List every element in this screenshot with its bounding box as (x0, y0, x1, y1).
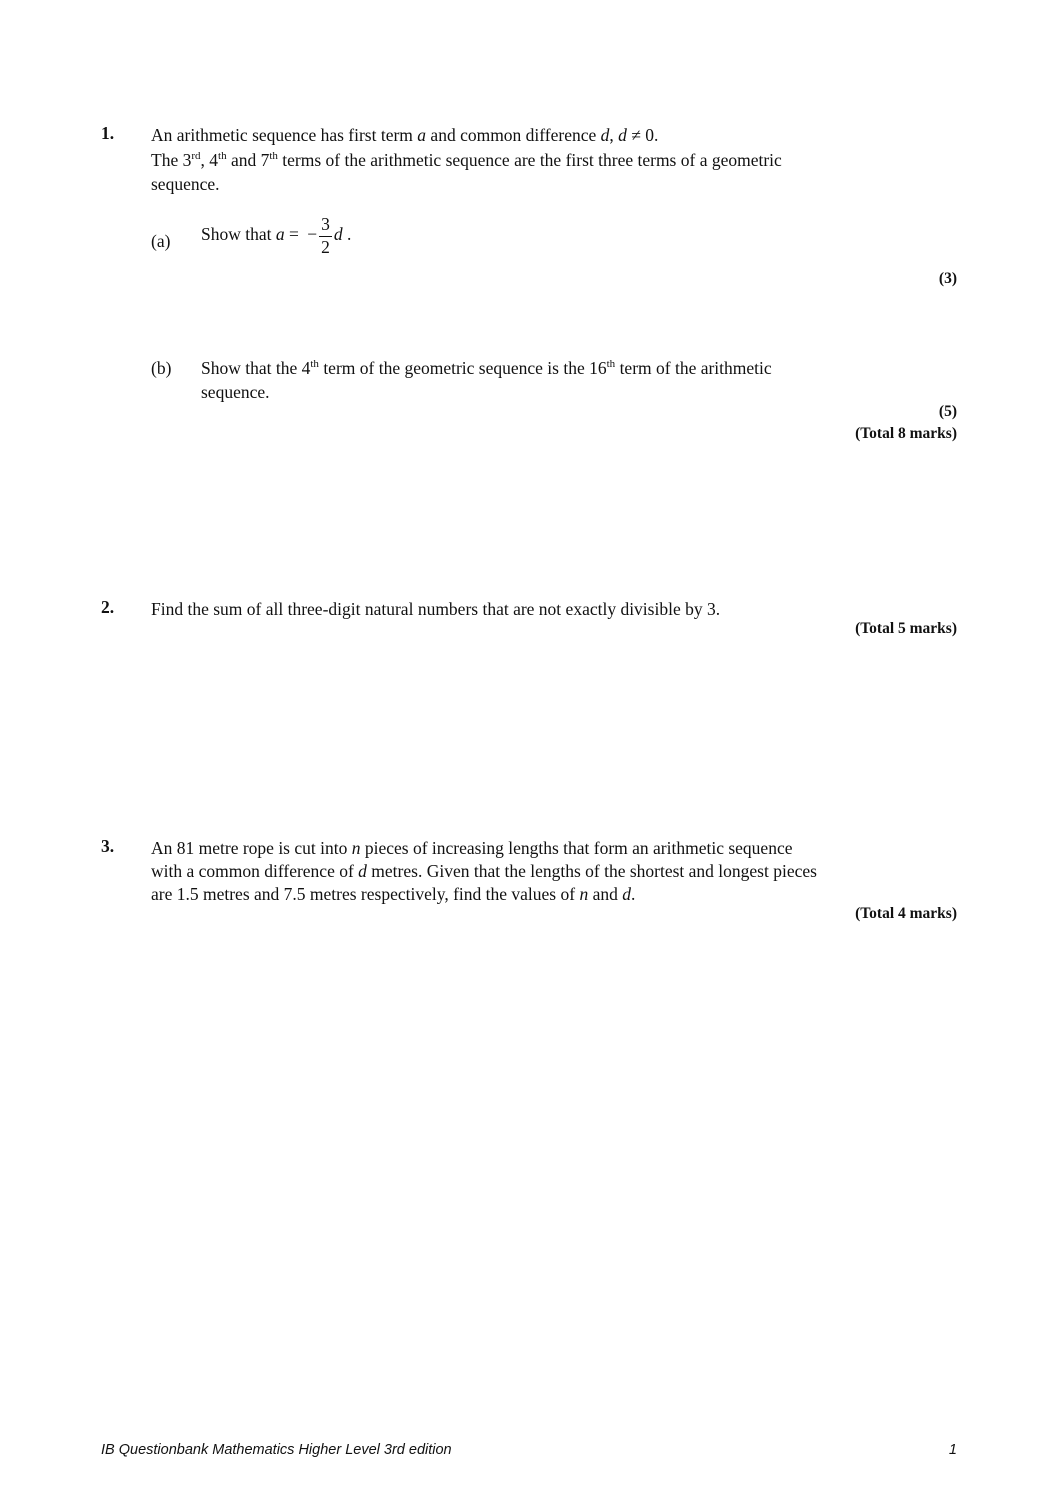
text: terms of the arithmetic sequence are the first three terms of a geometric (277, 150, 782, 170)
variable-a: a (417, 125, 427, 145)
text: metres. Given that the lengths of the shortest and longest pieces (366, 861, 817, 881)
question-3-line-1 (151, 836, 792, 860)
text: , (609, 125, 619, 145)
text: and (588, 884, 623, 904)
fraction-denominator: 2 (321, 236, 330, 257)
part-a-marks: (3) (938, 270, 957, 287)
superscript: th (269, 150, 278, 162)
fraction-numerator: 3 (319, 216, 332, 237)
text: pieces of increasing lengths that form an arithmetic sequence (360, 838, 793, 858)
part-a-statement (201, 216, 351, 256)
superscript: rd (191, 150, 201, 162)
part-b-label: (b) (151, 358, 172, 378)
variable-a: a (275, 224, 285, 245)
text: and common difference (426, 125, 601, 145)
text: term of the geometric sequence is the 16 (318, 358, 607, 378)
text: An 81 metre rope is cut into (151, 838, 352, 858)
variable-d: d (622, 884, 631, 904)
part-b-statement (201, 356, 772, 380)
superscript: th (606, 358, 616, 370)
text: Show that the 4 (201, 358, 311, 378)
question-3-number: 3. (101, 836, 115, 856)
variable-d: d (600, 125, 610, 145)
text: and 7 (226, 150, 270, 170)
text: The 3 (151, 150, 192, 170)
text: An arithmetic sequence has first term (151, 125, 418, 145)
page-number: 1 (948, 1442, 957, 1458)
question-1-intro (151, 123, 658, 147)
question-3-line-2 (151, 859, 817, 883)
text: , 4 (200, 150, 219, 170)
part-b-statement-line-2: sequence. (201, 382, 270, 402)
question-1-number: 1. (101, 123, 115, 143)
text: are 1.5 metres and 7.5 metres respectively, find the values of (151, 884, 580, 904)
variable-n: n (579, 884, 589, 904)
text: . (630, 884, 636, 904)
variable-d: d (333, 224, 343, 245)
superscript: th (310, 358, 319, 370)
part-b-marks: (5) (938, 403, 957, 420)
text: Show that (201, 224, 276, 245)
question-2-text: Find the sum of all three-digit natural numbers that are not exactly divisible by 3. (151, 599, 721, 619)
question-3-total-marks: (Total 4 marks) (855, 905, 957, 922)
question-1-line-2 (151, 148, 782, 172)
text: . (342, 224, 352, 245)
question-1-line-3: sequence. (151, 174, 220, 194)
text: with a common difference of (151, 861, 359, 881)
variable-d: d (358, 861, 367, 881)
question-2-number: 2. (101, 597, 115, 617)
footer-title: IB Questionbank Mathematics Higher Level 3rd edition (101, 1442, 452, 1458)
superscript: th (218, 150, 227, 162)
variable-d: d (618, 125, 627, 145)
part-a-label: (a) (151, 231, 171, 251)
variable-n: n (351, 838, 361, 858)
text: term of the arithmetic (615, 358, 772, 378)
question-3-line-3 (151, 882, 635, 906)
question-1-total-marks: (Total 8 marks) (855, 425, 957, 442)
question-2-total-marks: (Total 5 marks) (855, 620, 957, 637)
fraction (319, 216, 332, 256)
text: ≠ 0. (626, 125, 659, 145)
minus-sign: − (307, 224, 318, 245)
text: = (284, 224, 304, 245)
